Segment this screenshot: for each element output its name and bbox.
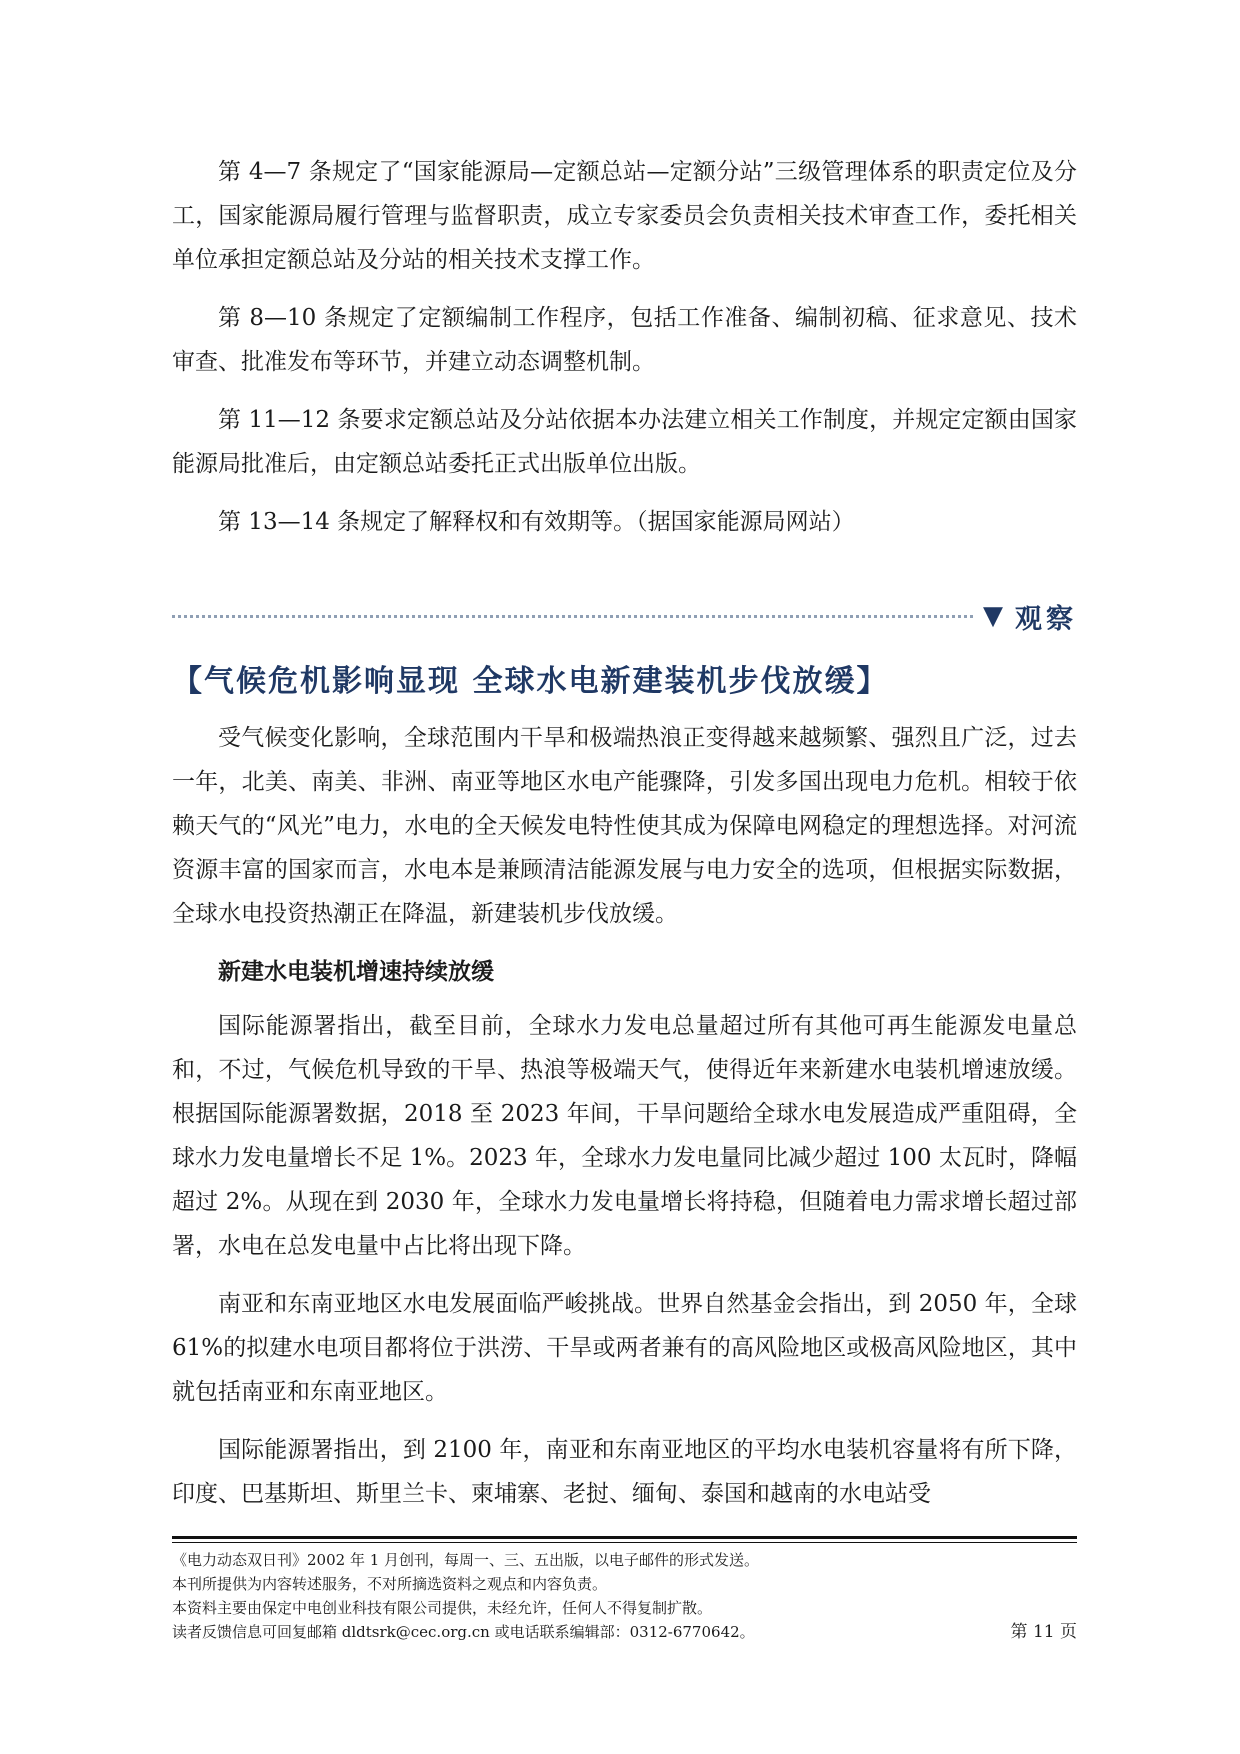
footer — [172, 1548, 1077, 1644]
paragraph-articles-4-7: 第 4—7 条规定了“国家能源局—定额总站—定额分站”三级管理体系的职责定位及分工，国家能源局履行管理与监督职责，成立专家委员会负责相关技术审查工作，委托相关单位承担定额总站及分站的相关技术支撑工作。 — [172, 159, 1077, 273]
footer-rule-thin — [172, 1542, 1077, 1543]
section-divider — [172, 596, 1077, 636]
dotted-rule — [172, 615, 973, 618]
article-subheading: 新建水电装机增速持续放缓 — [218, 959, 494, 985]
article-body — [172, 716, 1077, 1530]
top-section — [172, 150, 1077, 558]
section-label: 观察 — [1015, 603, 1077, 635]
paragraph-articles-11-12: 第 11—12 条要求定额总站及分站依据本办法建立相关工作制度，并规定定额由国家能源局批准后，由定额总站委托正式出版单位出版。 — [172, 407, 1077, 477]
article-intro: 受气候变化影响，全球范围内干旱和极端热浪正变得越来越频繁、强烈且广泛，过去一年，北美、南美、非洲、南亚等地区水电产能骤降，引发多国出现电力危机。相较于依赖天气的“风光”电力，水电的全天候发电特性使其成为保障电网稳定的理想选择。对河流资源丰富的国家而言，水电本是兼顾清洁能源发展与电力安全的选项，但根据实际数据，全球水电投资热潮正在降温，新建装机步伐放缓。 — [172, 725, 1077, 927]
footer-contact-line: 读者反馈信息可回复邮箱 dldtsrk@cec.org.cn 或电话联系编辑部：0312-6770642。 — [172, 1623, 755, 1641]
footer-rule — [172, 1536, 1077, 1539]
footer-line: 本刊所提供为内容转述服务，不对所摘选资料之观点和内容负责。 — [172, 1575, 608, 1593]
body-paragraph: 国际能源署指出，到 2100 年，南亚和东南亚地区的平均水电装机容量将有所下降，印度、巴基斯坦、斯里兰卡、柬埔寨、老挝、缅甸、泰国和越南的水电站受 — [172, 1437, 1077, 1507]
footer-line: 本资料主要由保定中电创业科技有限公司提供，未经允许，任何人不得复制扩散。 — [172, 1599, 713, 1617]
footer-line: 《电力动态双日刊》2002 年 1 月创刊，每周一、三、五出版，以电子邮件的形式发送。 — [172, 1551, 760, 1569]
paragraph-articles-8-10: 第 8—10 条规定了定额编制工作程序，包括工作准备、编制初稿、征求意见、技术审查、批准发布等环节，并建立动态调整机制。 — [172, 305, 1077, 375]
body-paragraph: 国际能源署指出，截至目前，全球水力发电总量超过所有其他可再生能源发电量总和，不过，气候危机导致的干旱、热浪等极端天气，使得近年来新建水电装机增速放缓。根据国际能源署数据，2018 至 2023 年间，干旱问题给全球水电发展造成严重阻碍，全球水力发电量增长不足 1%。2023 年，全球水力发电量同比减少超过 100 太瓦时，降幅超过 2%。从现在到 2030 年，全球水力发电量增长将持稳，但随着电力需求增长超过部署，水电在总发电量中占比将出现下降。 — [172, 1013, 1077, 1259]
body-paragraph: 南亚和东南亚地区水电发展面临严峻挑战。世界自然基金会指出，到 2050 年，全球 61%的拟建水电项目都将位于洪涝、干旱或两者兼有的高风险地区或极高风险地区，其中就包括南亚和东南亚地区。 — [172, 1291, 1077, 1405]
paragraph-articles-13-14: 第 13—14 条规定了解释权和有效期等。（据国家能源局网站） — [218, 509, 855, 535]
article-title: 【气候危机影响显现 全球水电新建装机步伐放缓】 — [172, 664, 889, 699]
triangle-down-icon: ▼ — [983, 601, 1003, 631]
page-number: 第 11 页 — [1010, 1622, 1077, 1642]
